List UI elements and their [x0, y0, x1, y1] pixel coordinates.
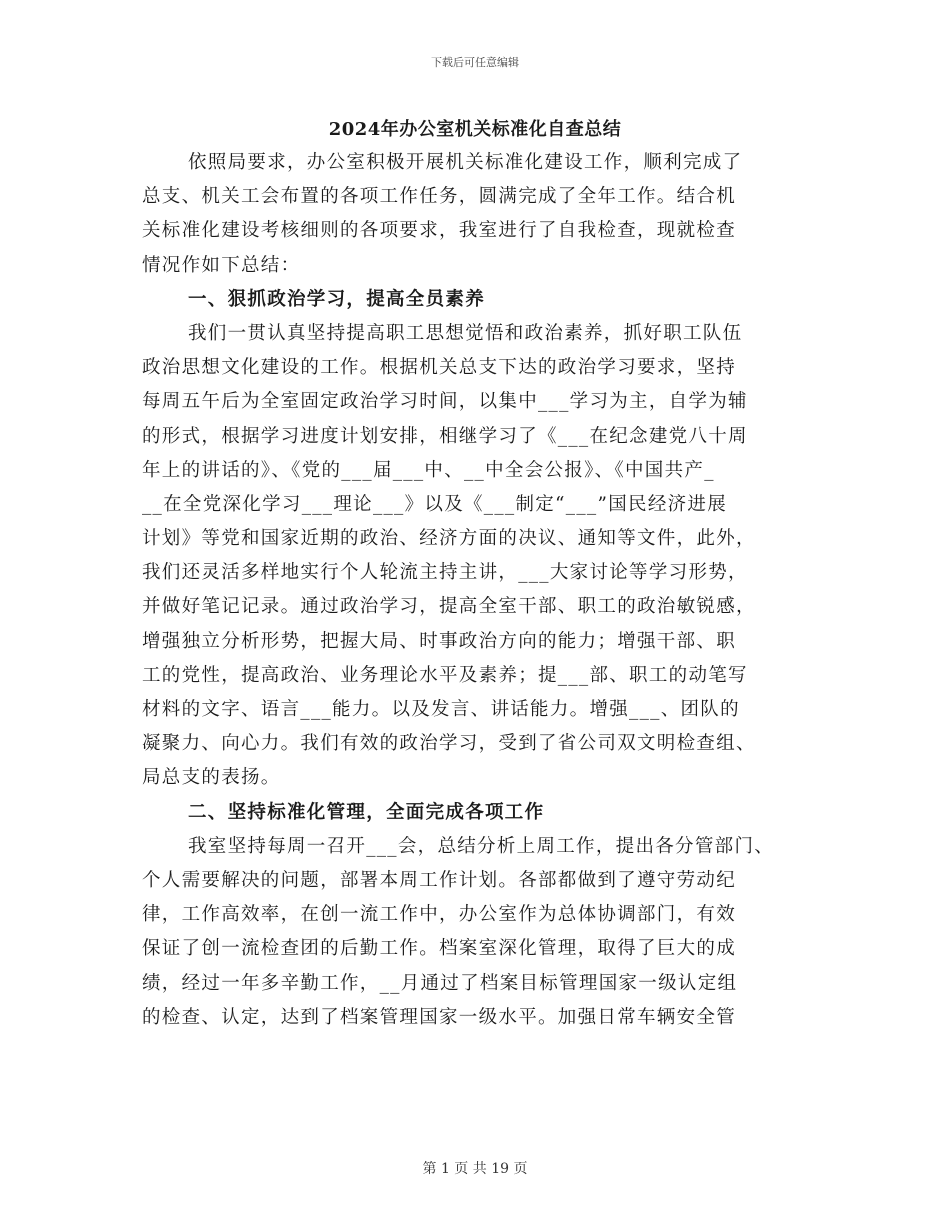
paragraph-line: __在全党深化学习___理论___》以及《___制定“___”国民经济进展 — [142, 493, 728, 515]
document-title: 2024年办公室机关标准化自查总结 — [328, 119, 622, 140]
section-heading: 一、狠抓政治学习，提高全员素养 — [188, 288, 486, 310]
paragraph-line: 绩，经过一年多辛勤工作，__月通过了档案目标管理国家一级认定组 — [142, 972, 738, 994]
section-heading: 二、坚持标准化管理，全面完成各项工作 — [188, 801, 545, 823]
paragraph-line: 情况作如下总结： — [142, 254, 301, 276]
paragraph-line: 凝聚力、向心力。我们有效的政治学习，受到了省公司双文明检查组、 — [142, 733, 756, 755]
paragraph-line: 我室坚持每周一召开___会，总结分析上周工作，提出各分管部门、 — [188, 835, 775, 857]
paragraph-line: 保证了创一流检查团的后勤工作。档案室深化管理，取得了巨大的成 — [142, 938, 737, 960]
paragraph-line: 我们一贯认真坚持提高职工思想觉悟和政治素养，抓好职工队伍 — [188, 322, 743, 344]
paragraph-line: 依照局要求，办公室积极开展机关标准化建设工作，顺利完成了 — [188, 152, 743, 173]
paragraph-line: 局总支的表扬。 — [142, 767, 281, 789]
paragraph-line: 工的党性，提高政治、业务理论水平及素养；提___部、职工的动笔写 — [142, 664, 748, 686]
page-number: 第 1 页 共 19 页 — [422, 1161, 528, 1177]
page-header-note: 下载后可任意编辑 — [431, 56, 519, 69]
paragraph-line: 的形式，根据学习进度计划安排，相继学习了《___在纪念建党八十周 — [142, 425, 748, 447]
paragraph-line: 政治思想文化建设的工作。根据机关总支下达的政治学习要求，坚持 — [142, 357, 737, 379]
paragraph-line: 的检查、认定，达到了档案管理国家一级水平。加强日常车辆安全管 — [142, 1006, 737, 1028]
paragraph-line: 关标准化建设考核细则的各项要求，我室进行了自我检查，现就检查 — [142, 220, 737, 242]
paragraph-line: 每周五午后为全室固定政治学习时间，以集中___学习为主，自学为辅 — [142, 391, 748, 413]
paragraph-line: 材料的文字、语言___能力。以及发言、讲话能力。增强___、团队的 — [142, 699, 740, 720]
paragraph-line: 总支、机关工会布置的各项工作任务，圆满完成了全年工作。结合机 — [142, 186, 737, 208]
paragraph-line: 增强独立分析形势，把握大局、时事政治方向的能力；增强干部、职 — [142, 630, 737, 652]
paragraph-line: 我们还灵活多样地实行个人轮流主持主讲，___大家讨论等学习形势， — [142, 562, 748, 584]
paragraph-line: 计划》等党和国家近期的政治、经济方面的决议、通知等文件，此外， — [142, 528, 756, 550]
paragraph-line: 律，工作高效率，在创一流工作中，办公室作为总体协调部门，有效 — [142, 904, 737, 926]
paragraph-line: 年上的讲话的》、《党的___届___中、__中全会公报》、《中国共产_ — [142, 459, 715, 481]
paragraph-line: 并做好笔记记录。通过政治学习，提高全室干部、职工的政治敏锐感， — [142, 596, 756, 618]
paragraph-line: 个人需要解决的问题，部署本周工作计划。各部都做到了遵守劳动纪 — [142, 869, 737, 891]
document-body — [142, 146, 822, 1035]
